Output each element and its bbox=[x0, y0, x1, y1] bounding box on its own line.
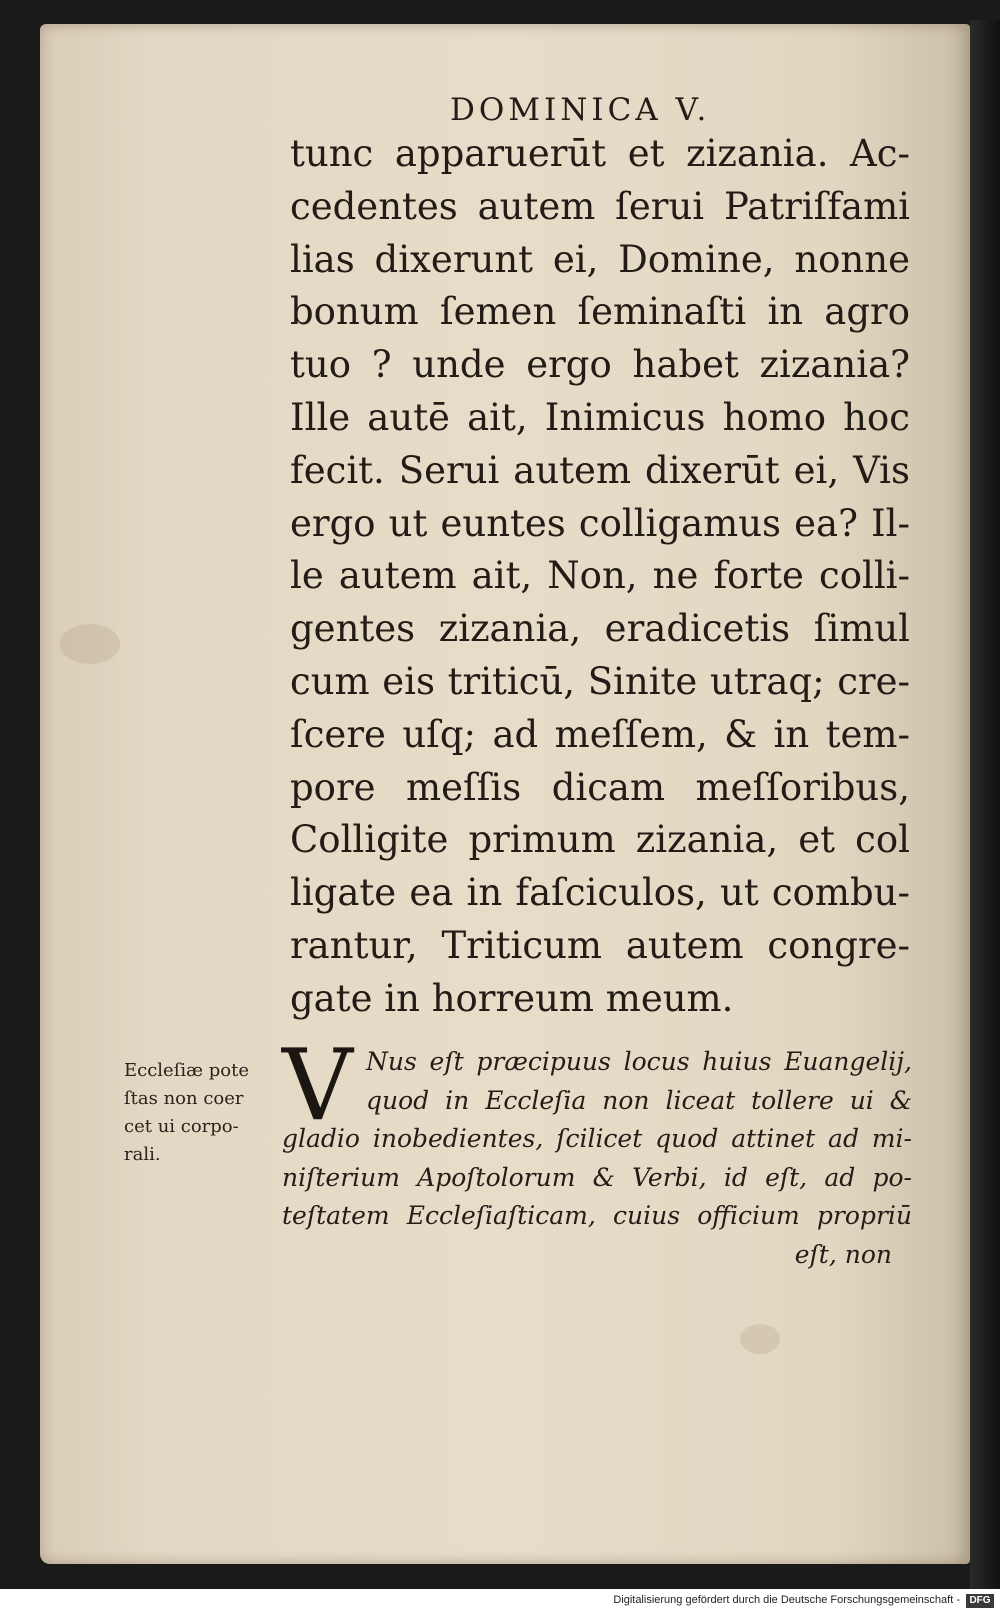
dfg-logo: DFG bbox=[966, 1594, 994, 1608]
text-line: fecit. Serui autem dixerūt ei, Vis bbox=[290, 448, 910, 492]
paper-stain bbox=[60, 624, 120, 664]
text-line: rantur, Triticum autem congre- bbox=[290, 923, 910, 967]
text-line: Colligite primum zizania, et col bbox=[290, 818, 910, 862]
text-line: lias dixerunt ei, Domine, nonne bbox=[290, 237, 910, 281]
marginal-note-line: Eccleſiæ pote bbox=[124, 1060, 250, 1081]
text-line: cum eis triticū, Sinite utraq; cre- bbox=[290, 659, 910, 703]
commentary-block bbox=[282, 1029, 912, 1274]
main-text-block bbox=[290, 128, 910, 1026]
text-line: cedentes autem ſerui Patriſfami bbox=[290, 184, 910, 228]
paper-stain bbox=[740, 1324, 780, 1354]
text-line: le autem ait, Non, ne forte colli- bbox=[290, 554, 910, 598]
text-line: ſcere uſq; ad meſſem, & in tem- bbox=[290, 712, 910, 756]
text-line: tunc apparuerūt et zizania. Ac- bbox=[290, 132, 910, 175]
text-line: pore meſſis dicam meſſoribus, bbox=[290, 765, 910, 809]
text-line: ligate ea in faſciculos, ut combu- bbox=[290, 871, 910, 915]
commentary-line: niſterium Apoſtolorum & Verbi, id eſt, ad po- bbox=[282, 1162, 912, 1192]
text-line: bonum ſemen ſeminaſti in agro bbox=[290, 290, 910, 334]
marginal-note-line: rali. bbox=[124, 1144, 161, 1165]
commentary-line: eſt, non bbox=[794, 1239, 892, 1269]
commentary-line: teſtatem Eccleſiaſticam, cuius officium propriū bbox=[282, 1201, 912, 1230]
commentary-line: Nus eſt præcipuus locus huius Euangelij, bbox=[366, 1047, 912, 1076]
commentary-line: quod in Eccleſia non liceat tollere ui & bbox=[366, 1085, 912, 1115]
text-line: ergo ut euntes colligamus ea? Il- bbox=[290, 501, 910, 545]
drop-capital: V bbox=[282, 1029, 353, 1143]
marginal-note-line: ſtas non coer bbox=[124, 1088, 244, 1109]
marginal-note bbox=[124, 1057, 284, 1169]
text-line: gate in horreum meum. bbox=[290, 976, 734, 1020]
commentary-line: gladio inobedientes, ſcilicet quod attinet ad mi- bbox=[282, 1124, 912, 1153]
book-edge bbox=[970, 20, 1000, 1615]
digitization-footer bbox=[0, 1589, 1000, 1615]
running-head: DOMINICA V. bbox=[450, 92, 711, 128]
footer-credit: Digitalisierung gefördert durch die Deutsche Forschungsgemeinschaft - bbox=[613, 1594, 960, 1606]
text-line: tuo ? unde ergo habet zizania? bbox=[290, 343, 910, 387]
marginal-note-line: cet ui corpo- bbox=[124, 1116, 239, 1137]
text-line: gentes zizania, eradicetis ſimul bbox=[290, 607, 910, 651]
text-line: Ille autē ait, Inimicus homo hoc bbox=[290, 395, 910, 439]
